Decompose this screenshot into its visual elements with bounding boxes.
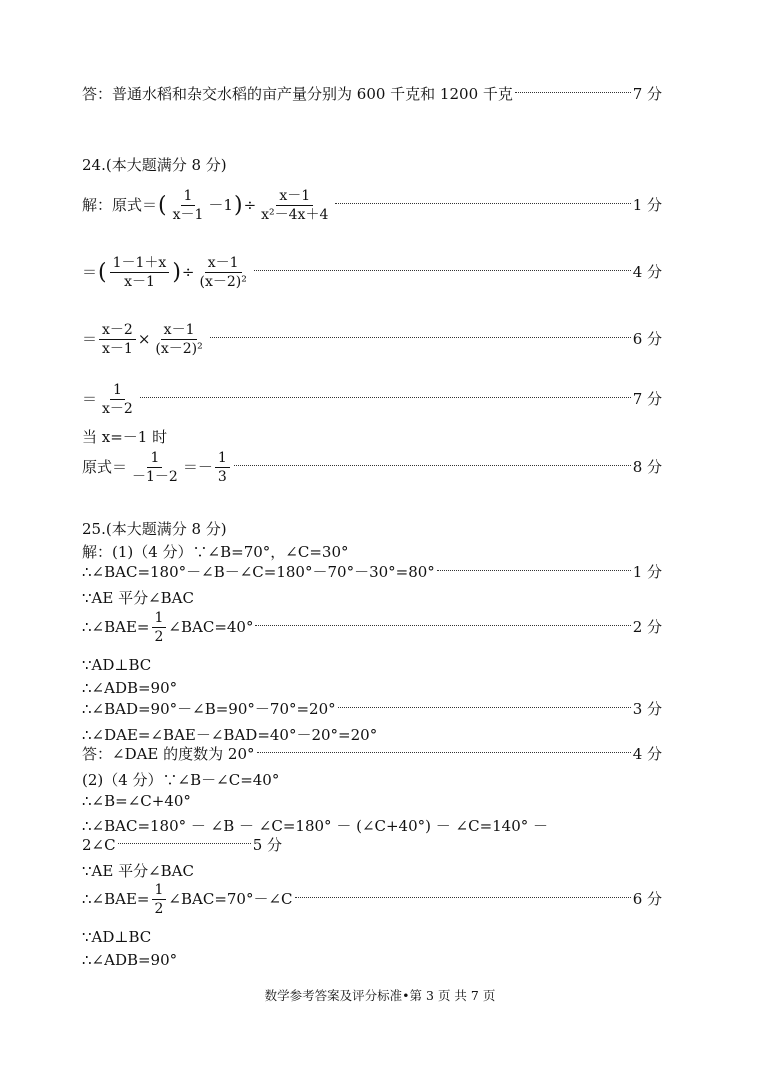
score-points: 8 分 — [632, 457, 662, 476]
bracket-open: ( — [98, 259, 107, 285]
q25-line: ∴∠DAE=∠BAE－∠BAD=40°－20°=20° — [82, 726, 378, 744]
score-points: 6 分 — [632, 329, 662, 348]
dot-leader — [140, 397, 631, 398]
q25-line: ∴∠ADB=90° — [82, 679, 178, 697]
score-points: 2 分 — [632, 617, 662, 636]
dot-leader — [254, 270, 631, 271]
score-points: 1 分 — [632, 195, 662, 214]
fraction: $\frac{x-1}{\text{(x－2)²}}$ — [199, 255, 247, 291]
q25-line: ∴∠BAC=180°－∠B－∠C=180°－70°－30°=80° 1 分 — [82, 563, 662, 581]
q24-step1-prefix: 解：原式＝ — [82, 195, 158, 214]
q24-title: 24.(本大题满分 8 分) — [82, 156, 227, 174]
q25-line: 2∠C 5 分 — [82, 836, 282, 854]
q25-line: (2)（4 分）∵∠B－∠C=40° — [82, 771, 280, 789]
equals-sign: ＝ — [82, 262, 98, 281]
bracket-open: ( — [158, 192, 167, 218]
fraction: $\frac{1}{2}$ — [152, 610, 167, 645]
score-points: 7 分 — [632, 389, 662, 408]
fraction: $\frac{1}{x-2}$ — [102, 382, 133, 418]
bracket-close: ) — [172, 259, 181, 285]
fraction: $\frac{1}{2}$ — [152, 882, 167, 917]
divide-sign: ÷ — [181, 262, 195, 281]
q24-step3 — [82, 322, 662, 357]
q25-line: ∴∠BAC=180° － ∠B － ∠C=180° － (∠C+40°) － ∠C=140° － — [82, 817, 549, 835]
minus-one: －1 — [208, 195, 233, 214]
answer-23-line — [82, 86, 662, 103]
q24-step1 — [82, 188, 662, 223]
step-prefix: 原式＝ — [82, 457, 128, 476]
divide-sign: ÷ — [243, 195, 257, 214]
q25-line: 解：(1)（4 分）∵∠B=70°，∠C=30° — [82, 543, 349, 561]
dot-leader — [335, 203, 630, 204]
dot-leader — [255, 625, 630, 626]
q24-step5 — [82, 450, 662, 485]
equals-sign: ＝ — [82, 329, 98, 348]
q25-line: ∴∠BAE= $\frac{1}{2}$ ∠BAC=70°－∠C 6 分 — [82, 882, 662, 918]
q25-line: ∵AD⊥BC — [82, 928, 152, 946]
fraction: $\frac{1}{-1-2}$ — [132, 450, 178, 486]
dot-leader — [118, 843, 251, 844]
q25-line: 答：∠DAE 的度数为 20° 4 分 — [82, 745, 662, 763]
q25-line: ∵AE 平分∠BAC — [82, 589, 194, 607]
equals-sign: ＝ — [82, 389, 98, 408]
q25-line: ∴∠BAD=90°－∠B=90°－70°=20° 3 分 — [82, 700, 662, 718]
q25-line: ∴∠B=∠C+40° — [82, 792, 191, 810]
dot-leader — [338, 707, 631, 708]
fraction: $\frac{1}{3}$ — [215, 450, 230, 485]
score-points: 3 分 — [632, 700, 662, 718]
q25-line: ∵AD⊥BC — [82, 656, 152, 674]
q24-step4 — [82, 382, 662, 417]
q24-when: 当 x=－1 时 — [82, 428, 168, 446]
fraction: $\frac{x-1}{\text{(x－2)²}}$ — [155, 322, 203, 358]
q25-line: ∵AE 平分∠BAC — [82, 862, 194, 880]
fraction: $\frac{x-1}{\text{x²－4x＋4}}$ — [261, 188, 329, 224]
page-footer: 数学参考答案及评分标准•第 3 页 共 7 页 — [264, 988, 496, 1003]
score-points: 1 分 — [632, 563, 662, 581]
dot-leader — [257, 752, 631, 753]
q25-title: 25.(本大题满分 8 分) — [82, 520, 227, 538]
q25-line: ∴∠ADB=90° — [82, 951, 178, 969]
dot-leader — [437, 570, 631, 571]
fraction: $\frac{1-1+x}{x-1}$ — [110, 255, 170, 290]
score-points: 6 分 — [632, 889, 662, 908]
times-sign: × — [137, 329, 151, 348]
dot-leader — [295, 897, 631, 898]
q24-step2 — [82, 255, 662, 290]
fraction: $\frac{x-2}{x-1}$ — [99, 322, 136, 357]
score-points: 7 分 — [632, 85, 662, 103]
score-points: 4 分 — [632, 262, 662, 281]
dot-leader — [515, 92, 631, 93]
dot-leader — [234, 465, 631, 466]
bracket-close: ) — [233, 192, 243, 218]
dot-leader — [210, 337, 631, 338]
equals-minus: ＝－ — [182, 457, 213, 476]
score-points: 5 分 — [252, 836, 282, 854]
score-points: 4 分 — [632, 745, 662, 763]
fraction: $\frac{1}{x-1}$ — [172, 188, 204, 224]
answer-23-text: 答：普通水稻和杂交水稻的亩产量分别为 600 千克和 1200 千克 — [82, 85, 513, 103]
q25-line: ∴∠BAE= $\frac{1}{2}$ ∠BAC=40° 2 分 — [82, 610, 662, 646]
